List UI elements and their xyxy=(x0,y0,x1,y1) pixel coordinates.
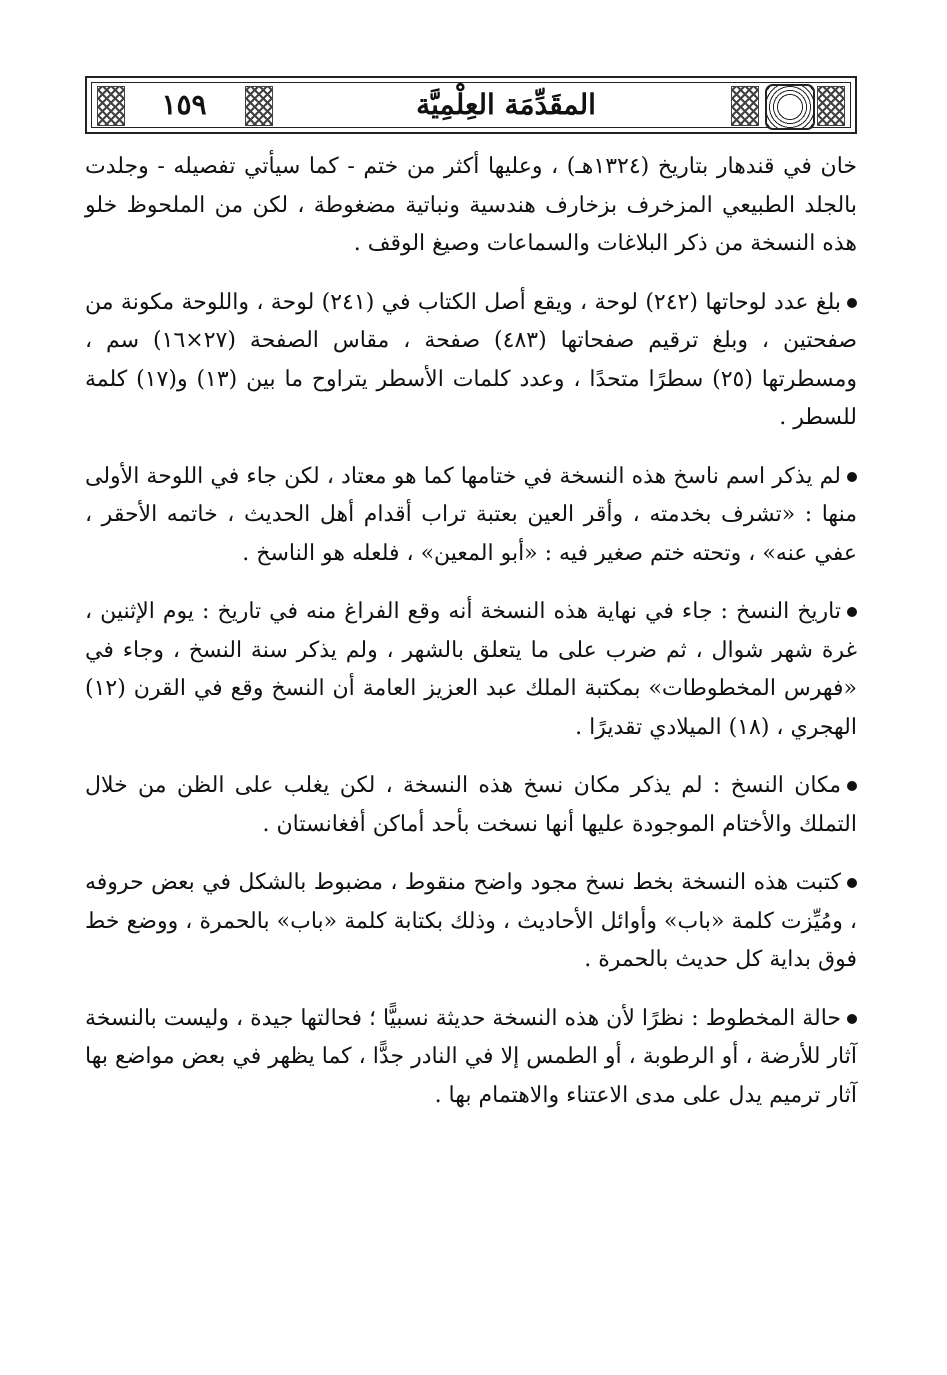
bullet-item-text: مكان النسخ : لم يذكر مكان نسخ هذه النسخة ، لكن يغلب على الظن من خلال التملك والأختام الموجودة عليها أنها نسخت بأحد أماكن أفغانستان . xyxy=(85,773,857,837)
publisher-seal-icon xyxy=(765,84,815,130)
ornament-left-inner xyxy=(245,86,273,126)
bullet-item-text: كتبت هذه النسخة بخط نسخ مجود واضح منقوط ، مضبوط بالشكل في بعض حروفه ، ومُيِّزت كلمة «باب» وأوائل الأحاديث ، وذلك بكتابة كلمة «باب» بالحمرة ، ووضع خط فوق بداية كل حديث بالحمرة . xyxy=(85,870,857,972)
bullet-item xyxy=(85,864,857,980)
ornament-right-outer xyxy=(817,86,845,126)
bullet-item xyxy=(85,767,857,844)
bullet-item xyxy=(85,1000,857,1116)
bullet-dot-icon xyxy=(847,1014,857,1024)
bullet-item xyxy=(85,593,857,747)
page-header xyxy=(85,76,857,134)
running-header-title: المقَدِّمَة العِلْمِيَّة xyxy=(416,88,596,121)
bullet-dot-icon xyxy=(847,298,857,308)
bullet-dot-icon xyxy=(847,781,857,791)
ornament-right-inner xyxy=(731,86,759,126)
bullet-item xyxy=(85,284,857,438)
page-body xyxy=(85,148,857,1135)
bullet-dot-icon xyxy=(847,472,857,482)
paragraph-continuation: خان في قندهار بتاريخ (١٣٢٤هـ) ، وعليها أكثر من ختم - كما سيأتي تفصيله - وجلدت بالجلد الطبيعي المزخرف بزخارف هندسية ونباتية مضغوطة ، لكن من الملحوظ خلو هذه النسخة من ذكر البلاغات والسماعات وصيغ الوقف . xyxy=(85,154,857,256)
bullet-item xyxy=(85,458,857,574)
bullet-item-text: حالة المخطوط : نظرًا لأن هذه النسخة حديثة نسبيًّا ؛ فحالتها جيدة ، وليست بالنسخة آثار للأرضة ، أو الرطوبة ، أو الطمس إلا في النادر جدًّا ، كما يظهر في بعض مواضع بها آثار ترميم يدل على مدى الاعتناء والاهتمام بها . xyxy=(85,1005,858,1108)
page-number: ١٥٩ xyxy=(161,88,207,121)
bullet-item-text: لم يذكر اسم ناسخ هذه النسخة في ختامها كما هو معتاد ، لكن جاء في اللوحة الأولى منها : «تشرف بخدمته ، وأقر العين بعتبة تراب أقدام أهل الحديث ، خاتمه الأحقر ، عفي عنه» ، وتحته ختم صغير فيه : «أبو المعين» ، فلعله هو الناسخ . xyxy=(85,463,857,566)
bullet-item-text: بلغ عدد لوحاتها (٢٤٢) لوحة ، ويقع أصل الكتاب في (٢٤١) لوحة ، واللوحة مكونة من صفحتين ، وبلغ ترقيم صفحاتها (٤٨٣) صفحة ، مقاس الصفحة (٢٧×١٦) سم ، ومسطرتها (٢٥) سطرًا متحدًا ، وعدد كلمات الأسطر يتراوح ما بين (١٣) و(١٧) كلمة للسطر . xyxy=(85,289,858,430)
bullet-item-text: تاريخ النسخ : جاء في نهاية هذه النسخة أنه وقع الفراغ منه في تاريخ : يوم الإثنين ، غرة شهر شوال ، ثم ضرب على ما يتعلق بالشهر ، ولم يذكر سنة النسخ ، وجاء في «فهرس المخطوطات» بمكتبة الملك عبد العزيز العامة أن النسخ وقع في القرن (١٢) الهجري ، (١٨) الميلادي تقديرًا . xyxy=(85,599,857,740)
bullet-dot-icon xyxy=(847,878,857,888)
bullet-dot-icon xyxy=(847,607,857,617)
ornament-left-outer xyxy=(97,86,125,126)
